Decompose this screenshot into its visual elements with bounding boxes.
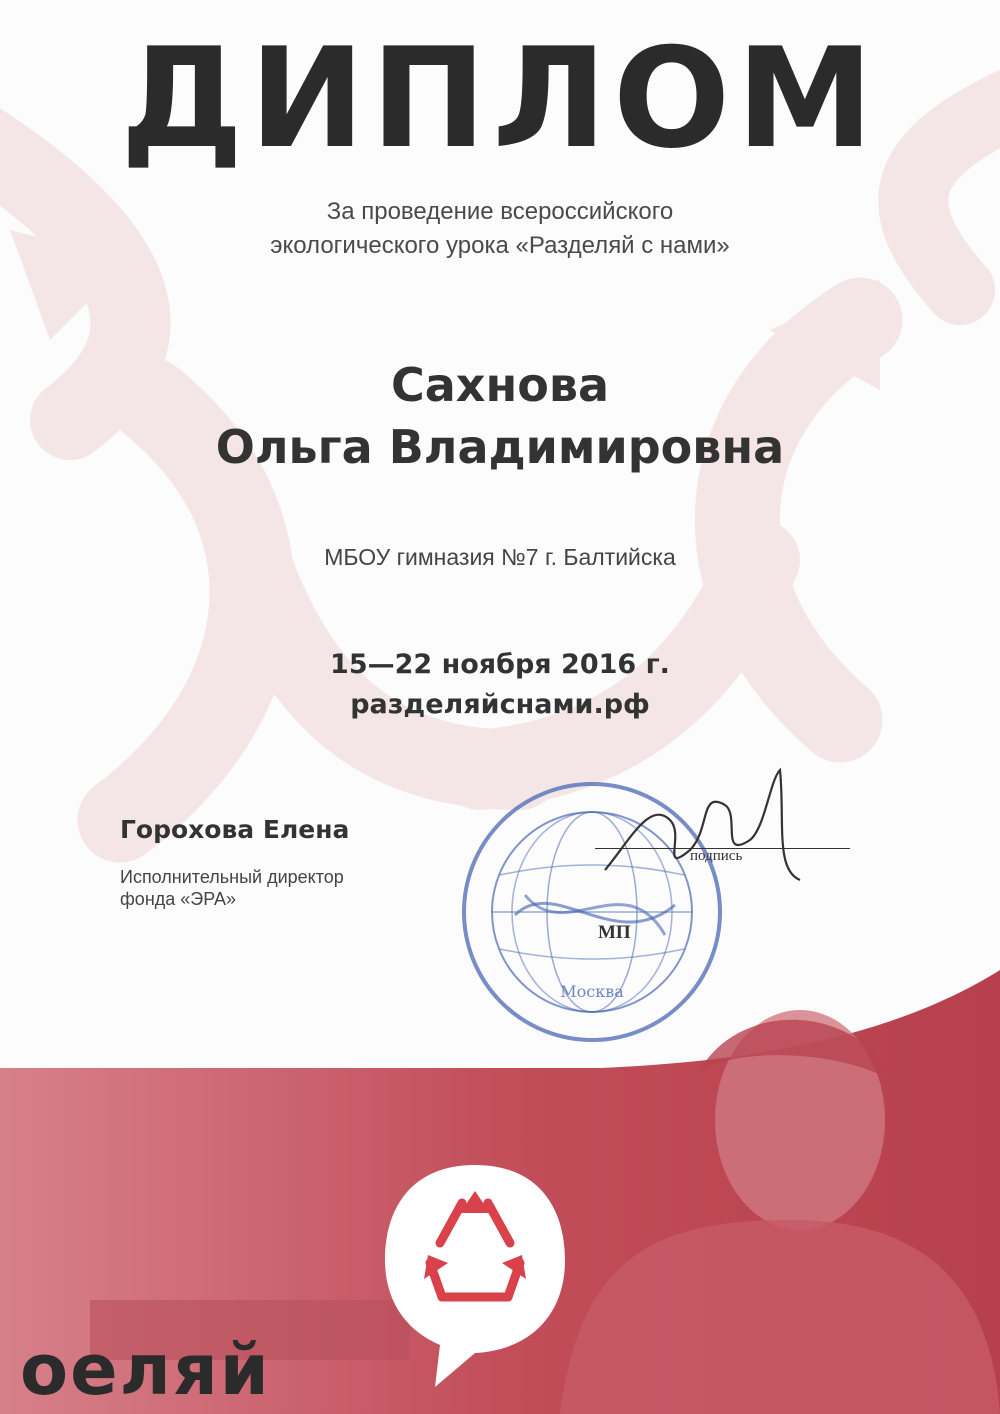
signatory-role-line-1: Исполнительный директор: [120, 867, 344, 887]
signatory-role-line-2: фонда «ЭРА»: [120, 889, 237, 909]
recycle-speech-bubble: [380, 1155, 570, 1390]
school-name: МБОУ гимназия №7 г. Балтийска: [324, 544, 676, 570]
diploma-subtitle: [150, 195, 850, 263]
event-website: разделяйснами.рф: [350, 689, 650, 720]
signatory-name: Горохова Елена: [120, 815, 350, 844]
signatory-role: [120, 866, 420, 910]
subtitle-line-2: экологического урока «Разделяй с нами»: [270, 232, 730, 259]
recipient-name: [100, 354, 900, 478]
event-dates: 15—22 ноября 2016 г.: [330, 649, 670, 680]
subtitle-line-1: За проведение всероссийского: [326, 198, 674, 225]
recipient-given-names: Ольга Владимировна: [215, 420, 785, 474]
brand-word: оеляй: [20, 1329, 271, 1411]
diploma-title: ДИПЛОМ: [120, 18, 880, 179]
handwritten-signature: [600, 760, 830, 900]
stamp-mp-label: МП: [598, 922, 631, 943]
event-info: [150, 645, 850, 725]
stamp-city-text: Москва: [560, 982, 624, 1001]
recipient-surname: Сахнова: [390, 358, 609, 412]
signature-label: подпись: [690, 848, 743, 864]
